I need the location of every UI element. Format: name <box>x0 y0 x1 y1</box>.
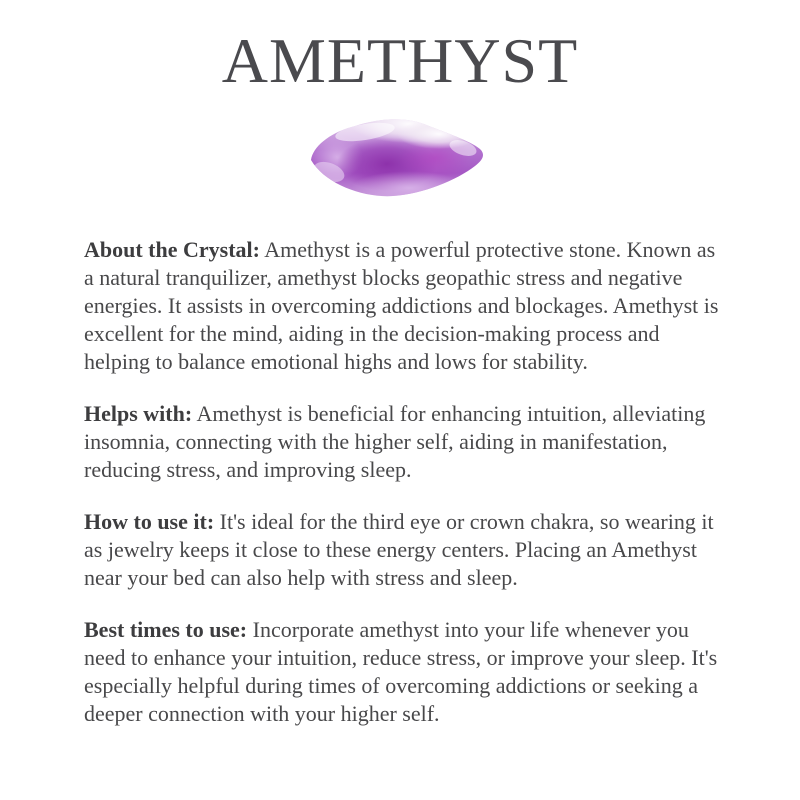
section-label: Helps with: <box>84 401 193 426</box>
section-about <box>84 236 724 376</box>
section-label: About the Crystal: <box>84 237 260 262</box>
section-text: It's ideal for the third eye or crown chakra, so wearing it as jewelry keeps it close to these energy centers. Placing an Amethyst near your bed can also help with stress and sleep. <box>84 509 714 590</box>
crystal-description <box>84 236 724 728</box>
section-text: Amethyst is a powerful protective stone. Known as a natural tranquilizer, amethyst blocks geopathic stress and negative energies. It assists in overcoming addictions and blockages. Amethyst is excellent for the mind, aiding in the decision-making process and helping to balance emotional highs and lows for stability. <box>84 237 719 374</box>
section-label: Best times to use: <box>84 617 248 642</box>
section-text: Incorporate amethyst into your life whenever you need to enhance your intuition, reduce stress, or improve your sleep. It's especially helpful during times of overcoming addictions or seeking a deeper connection with your higher self. <box>84 617 718 726</box>
page-title: AMETHYST <box>221 25 579 96</box>
section-how-to-use <box>84 508 724 592</box>
section-best-times <box>84 616 724 728</box>
section-helps-with <box>84 400 724 484</box>
section-text: Amethyst is beneficial for enhancing intuition, alleviating insomnia, connecting with the higher self, aiding in manifestation, reducing stress, and improving sleep. <box>84 401 706 482</box>
amethyst-stone-image <box>307 112 493 200</box>
section-label: How to use it: <box>84 509 215 534</box>
amethyst-stone-graphic <box>307 112 493 200</box>
